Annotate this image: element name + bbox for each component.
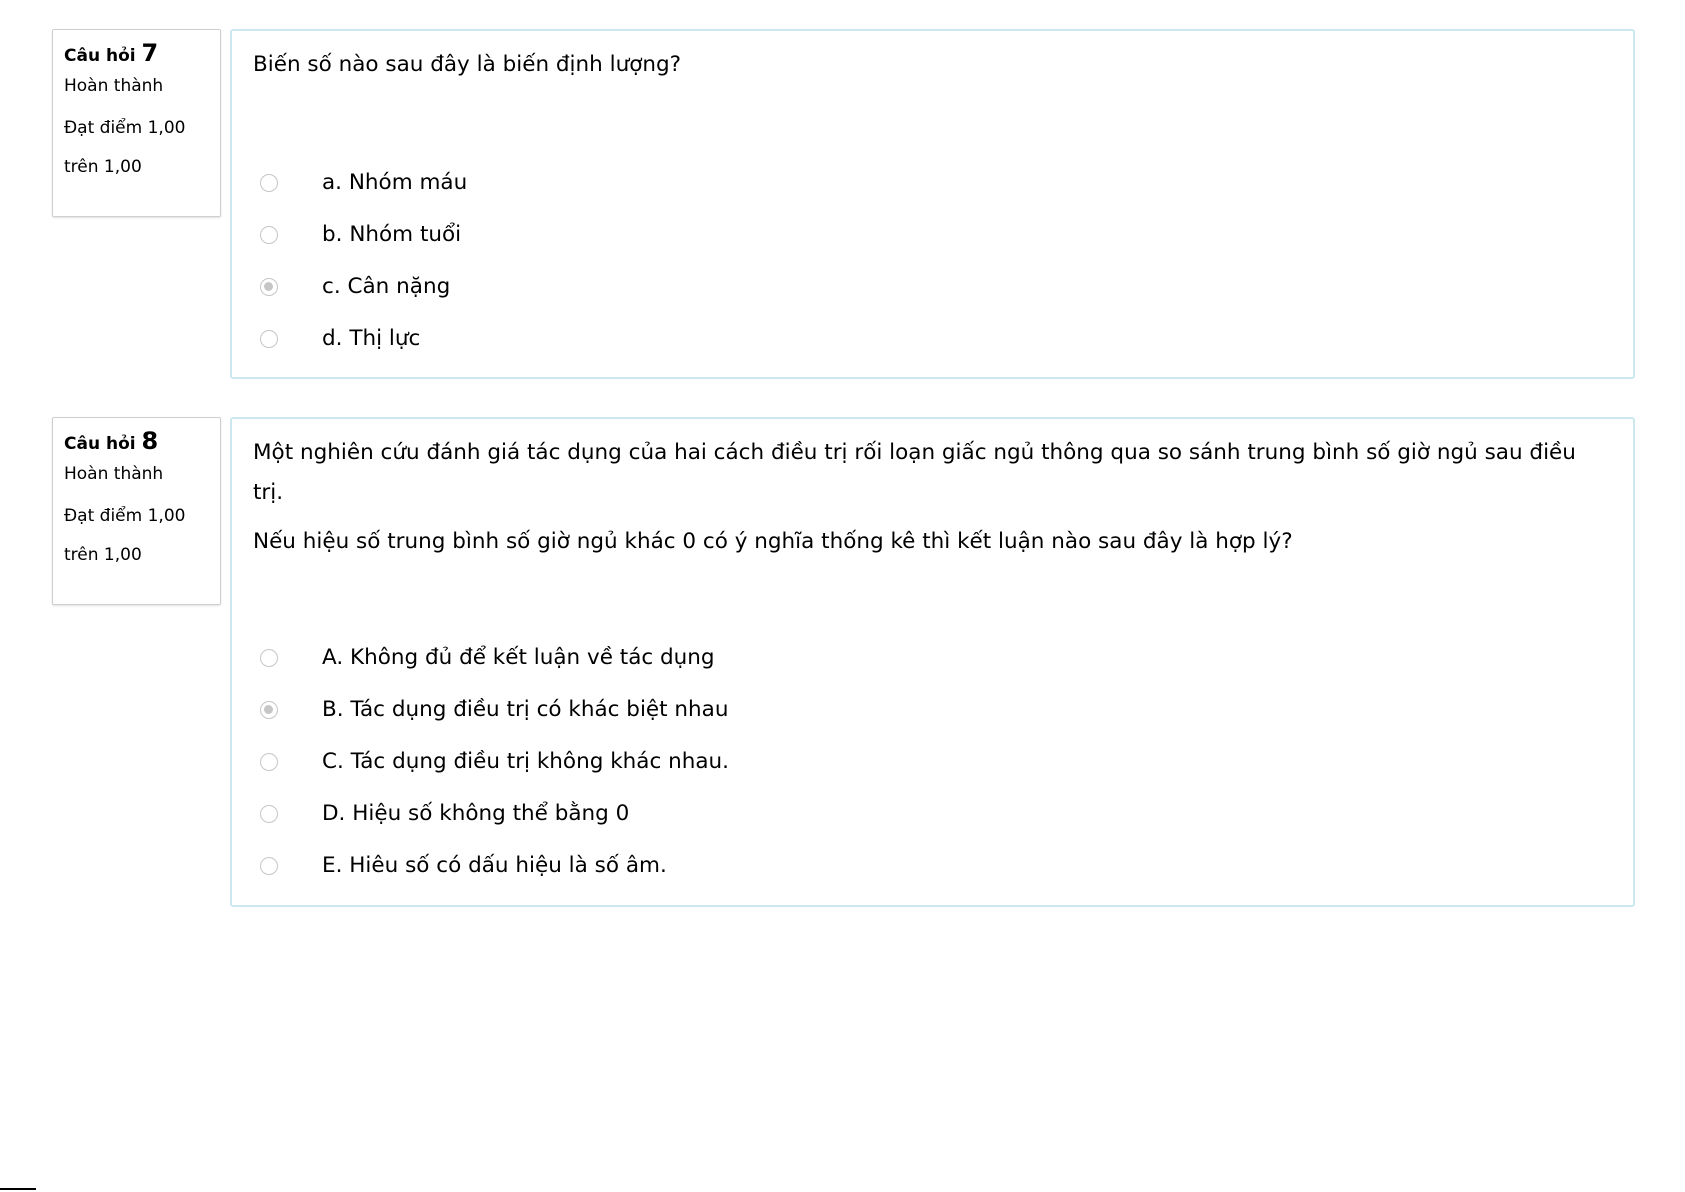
answer-list [260,157,467,365]
question-content [230,29,1635,379]
question-paragraph: Một nghiên cứu đánh giá tác dụng của hai cách điều trị rối loạn giấc ngủ thông qua so sánh trung bình số giờ ngủ sau điều trị. [253,440,1576,505]
answer-option[interactable] [260,632,729,684]
radio-button[interactable] [260,805,278,823]
radio-button[interactable] [260,753,278,771]
grade-line: trên 1,00 [64,545,142,565]
question-paragraph: Nếu hiệu số trung bình số giờ ngủ khác 0 có ý nghĩa thống kê thì kết luận nào sau đây là hợp lý? [253,529,1293,554]
question-number-value: 7 [141,39,159,67]
grade-line: Đạt điểm 1,00 [64,118,186,138]
question-info [52,29,221,217]
answer-option[interactable] [260,261,467,313]
radio-button[interactable] [260,174,278,192]
question-number-value: 8 [141,427,159,455]
question-label: Câu hỏi [64,434,136,454]
grade-line: Đạt điểm 1,00 [64,506,186,526]
answer-label[interactable]: E. Hiêu số có dấu hiệu là số âm. [322,853,667,878]
answer-list [260,632,729,892]
question-state: Hoàn thành [64,464,164,484]
question-content [230,417,1635,907]
question-label: Câu hỏi [64,46,136,66]
answer-label[interactable]: D. Hiệu số không thể bằng 0 [322,801,630,826]
answer-label[interactable]: c. Cân nặng [322,274,451,299]
answer-option[interactable] [260,684,729,736]
answer-option[interactable] [260,840,729,892]
question-grade [64,109,220,187]
radio-button[interactable] [260,226,278,244]
answer-label[interactable]: b. Nhóm tuổi [322,222,462,247]
answer-label[interactable]: C. Tác dụng điều trị không khác nhau. [322,749,729,774]
radio-button[interactable] [260,278,278,296]
answer-option[interactable] [260,313,467,365]
answer-option[interactable] [260,209,467,261]
answer-label[interactable]: B. Tác dụng điều trị có khác biệt nhau [322,697,729,722]
grade-line: trên 1,00 [64,157,142,177]
radio-button[interactable] [260,649,278,667]
question-grade [64,497,220,575]
question-text [253,433,1593,562]
page-edge-mark [0,1188,36,1190]
question-paragraph: Biến số nào sau đây là biến định lượng? [253,52,682,77]
answer-label[interactable]: a. Nhóm máu [322,170,468,195]
question-state: Hoàn thành [64,76,164,96]
answer-option[interactable] [260,788,729,840]
answer-option[interactable] [260,157,467,209]
question-number [64,40,220,70]
answer-label[interactable]: A. Không đủ để kết luận về tác dụng [322,645,715,670]
question-number [64,428,220,458]
question-text [253,45,1593,85]
question-info [52,417,221,605]
answer-label[interactable]: d. Thị lực [322,326,421,351]
answer-option[interactable] [260,736,729,788]
radio-button[interactable] [260,857,278,875]
radio-button[interactable] [260,701,278,719]
radio-button[interactable] [260,330,278,348]
